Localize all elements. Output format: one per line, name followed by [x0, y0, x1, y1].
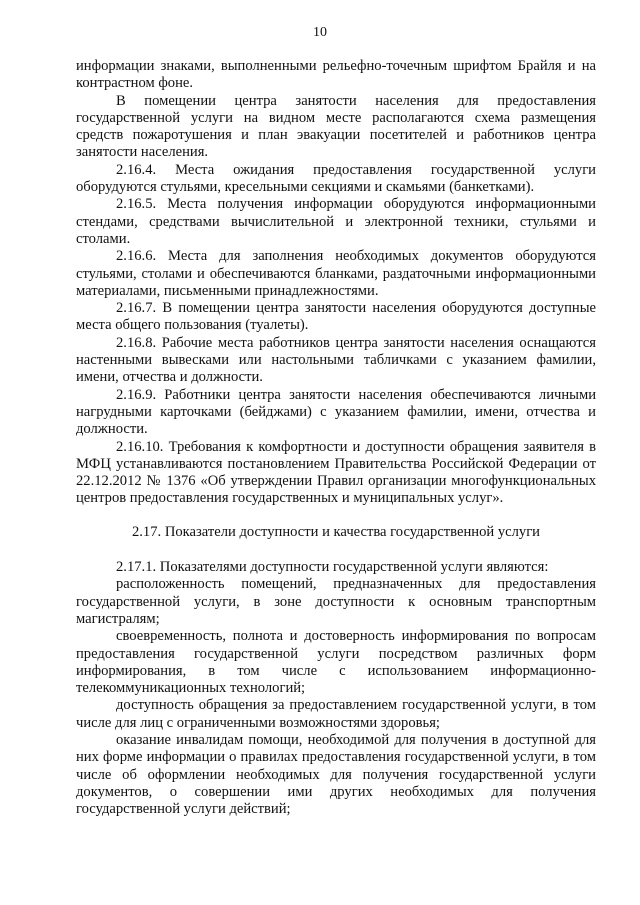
paragraph: 2.16.5. Места получения информации оборудуются информационными стендами, средствами вычислительной и электронной техники, стульями и столами.: [76, 196, 596, 247]
paragraph: расположенность помещений, предназначенных для предоставления государственной услуги, в зоне доступности к основным транспортным магистралям;: [76, 576, 596, 627]
paragraph: 2.16.10. Требования к комфортности и доступности обращения заявителя в МФЦ устанавливаются постановлением Правительства Российской Федерации от 22.12.2012 № 1376 «Об утверждении Правил организации многофункциональных центров предоставления государственных и муниципальных услуг».: [76, 438, 596, 507]
paragraph: 2.16.7. В помещении центра занятости населения оборудуются доступные места общего пользования (туалеты).: [76, 300, 596, 334]
paragraph: оказание инвалидам помощи, необходимой для получения в доступной для них форме информации о правилах предоставления государственной услуги, в том числе об оформлении необходимых для получения государственной услуги документов, о совершении ими других необходимых для получения государственной услуги действий;: [76, 731, 596, 818]
paragraph: информации знаками, выполненными рельефно-точечным шрифтом Брайля и на контрастном фоне.: [76, 58, 596, 92]
paragraph: доступность обращения за предоставлением государственной услуги, в том числе для лиц с ограниченными возможностями здоровья;: [76, 697, 596, 731]
paragraph: 2.17.1. Показателями доступности государственной услуги являются:: [116, 559, 549, 576]
paragraphs-after-heading: [76, 559, 596, 818]
paragraph: 2.16.8. Рабочие места работников центра занятости населения оснащаются настенными вывесками или настольными табличками с указанием фамилии, имени, отчества и должности.: [76, 334, 596, 386]
section-heading: 2.17. Показатели доступности и качества государственной услуги: [131, 523, 540, 540]
paragraph: 2.16.6. Места для заполнения необходимых документов оборудуются стульями, столами и обеспечиваются бланками, раздаточными информационными материалами, письменными принадлежностями.: [76, 248, 596, 299]
paragraph: 2.16.9. Работники центра занятости населения обеспечиваются личными нагрудными карточками (бейджами) с указанием фамилии, имени, отчества и должности.: [76, 386, 596, 438]
paragraph: 2.16.4. Места ожидания предоставления государственной услуги оборудуются стульями, кресельными секциями и скамьями (банкетками).: [76, 161, 596, 196]
document-body: [76, 58, 596, 818]
page-number: 10: [313, 25, 327, 40]
paragraph: В помещении центра занятости населения для предоставления государственной услуги на видном месте располагаются схема размещения средств пожаротушения и план эвакуации посетителей и работников центра занятости населения.: [76, 92, 596, 161]
paragraphs-before-heading: [76, 58, 596, 508]
paragraph: своевременность, полнота и достоверность информирования по вопросам предоставления государственной услуги посредством различных форм информирования, в том числе с использованием информационно-телекоммуникационных технологий;: [76, 628, 596, 697]
